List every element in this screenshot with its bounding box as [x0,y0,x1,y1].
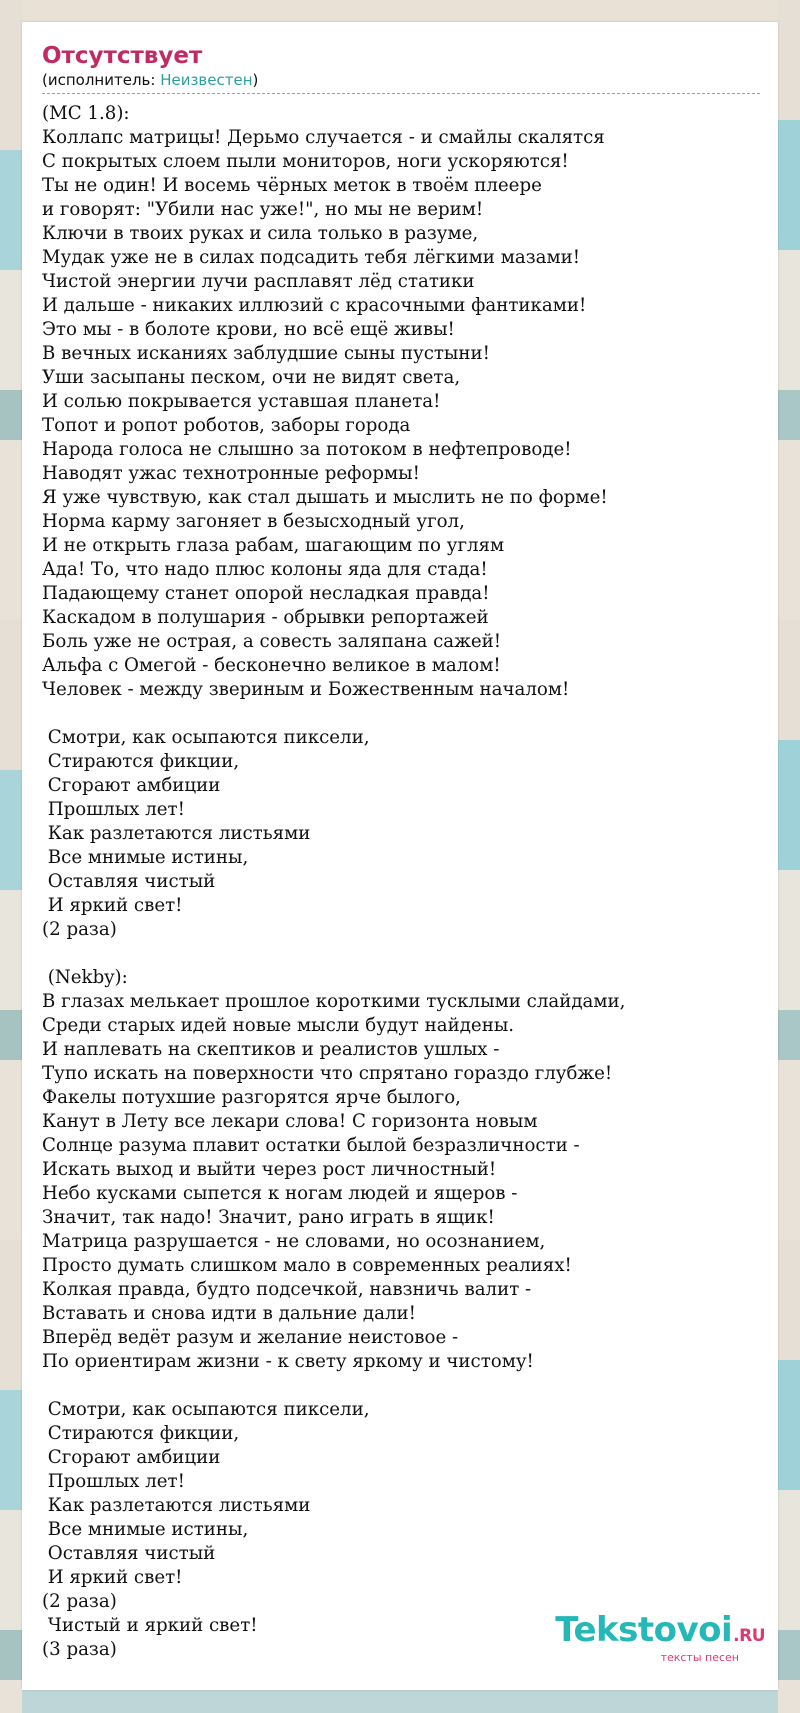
brand-tagline: тексты песен [660,1651,739,1664]
lyrics-line: Все мнимые истины, [42,1519,249,1540]
performer-line [42,70,760,90]
lyrics-line: Мудак уже не в силах подсадить тебя лёгкими мазами! [42,247,581,268]
right-background-stripe [778,0,800,1713]
lyrics-text [42,102,760,1662]
lyrics-line: И наплевать на скептиков и реалистов ушлых - [42,1039,500,1060]
lyrics-line: Факелы потухшие разгорятся ярче былого, [42,1087,461,1108]
lyrics-line: Тупо искать на поверхности что спрятано гораздо глубже! [42,1063,613,1084]
performer-suffix: ) [252,71,259,89]
lyrics-line: (2 раза) [42,1591,117,1612]
lyrics-line: По ориентирам жизни - к свету яркому и чистому! [42,1351,534,1372]
lyrics-line: И яркий свет! [42,1567,183,1588]
lyrics-line: Смотри, как осыпаются пиксели, [42,727,370,748]
lyrics-line: Колкая правда, будто подсечкой, навзничь валит - [42,1279,532,1300]
header-divider [42,93,760,94]
lyrics-line: Вставать и снова идти в дальние дали! [42,1303,416,1324]
lyrics-line: Народа голоса не слышно за потоком в нефтепроводе! [42,439,572,460]
lyrics-line: Человек - между звериным и Божественным началом! [42,679,570,700]
lyrics-line: Смотри, как осыпаются пиксели, [42,1399,370,1420]
lyrics-line: Стираются фикции, [42,751,240,772]
lyrics-line: И солью покрывается уставшая планета! [42,391,441,412]
lyrics-line: Каскадом в полушария - обрывки репортажей [42,607,489,628]
lyrics-line: (3 раза) [42,1639,117,1660]
lyrics-line: И дальше - никаких иллюзий с красочными фантиками! [42,295,587,316]
lyrics-line: Сгорают амбиции [42,1447,221,1468]
lyrics-line: Ключи в твоих руках и сила только в разуме, [42,223,479,244]
lyrics-line: Матрица разрушается - не словами, но осознанием, [42,1231,546,1252]
lyrics-line: (MC 1.8): [42,103,130,124]
lyrics-line: Ты не один! И восемь чёрных меток в твоём плеере [42,175,542,196]
lyrics-line: (2 раза) [42,919,117,940]
lyrics-line: (Nekby): [42,967,128,988]
lyrics-line: В глазах мелькает прошлое короткими тусклыми слайдами, [42,991,626,1012]
lyrics-line: Падающему станет опорой несладкая правда! [42,583,490,604]
lyrics-blank-line [42,942,760,966]
lyrics-line: Стираются фикции, [42,1423,240,1444]
lyrics-line: Норма карму загоняет в безысходный угол, [42,511,465,532]
lyrics-blank-line [42,1374,760,1398]
performer-prefix: (исполнитель: [42,71,161,89]
lyrics-line: Небо кусками сыпется к ногам людей и ящеров - [42,1183,518,1204]
lyrics-line: Искать выход и выйти через рост личностный! [42,1159,497,1180]
lyrics-line: Прошлых лет! [42,1471,185,1492]
lyrics-line: Оставляя чистый [42,871,216,892]
lyrics-line: В вечных исканиях заблудшие сыны пустыни! [42,343,490,364]
lyrics-line: Топот и ропот роботов, заборы города [42,415,411,436]
lyrics-line: Вперёд ведёт разум и желание неистовое - [42,1327,459,1348]
lyrics-line: Прошлых лет! [42,799,185,820]
brand-tld: .RU [733,1626,765,1646]
lyrics-line: Наводят ужас технотронные реформы! [42,463,420,484]
lyrics-line: Значит, так надо! Значит, рано играть в ящик! [42,1207,495,1228]
lyrics-line: Боль уже не острая, а совесть заляпана сажей! [42,631,502,652]
left-background-stripe [0,0,22,1713]
lyrics-line: Уши засыпаны песком, очи не видят света, [42,367,461,388]
lyrics-line: и говорят: "Убили нас уже!", но мы не верим! [42,199,484,220]
lyrics-lines [42,102,760,1662]
song-header [42,42,760,94]
lyrics-line: Канут в Лету все лекари слова! С горизонта новым [42,1111,538,1132]
lyrics-card [22,22,778,1690]
lyrics-line: Чистый и яркий свет! [42,1615,258,1636]
lyrics-line: Все мнимые истины, [42,847,249,868]
lyrics-line: Коллапс матрицы! Дерьмо случается - и смайлы скалятся [42,127,605,148]
lyrics-line: Это мы - в болоте крови, но всё ещё живы! [42,319,455,340]
lyrics-line: Как разлетаются листьями [42,1495,311,1516]
lyrics-line: Чистой энергии лучи расплавят лёд статики [42,271,475,292]
lyrics-line: Оставляя чистый [42,1543,216,1564]
lyrics-line: Как разлетаются листьями [42,823,311,844]
lyrics-line: С покрытых слоем пыли мониторов, ноги ускоряются! [42,151,569,172]
song-title: Отсутствует [42,43,203,69]
lyrics-line: Просто думать слишком мало в современных реалиях! [42,1255,572,1276]
site-logo[interactable] [545,1612,765,1668]
performer-link[interactable]: Неизвестен [160,71,253,89]
lyrics-blank-line [42,702,760,726]
lyrics-line: И не открыть глаза рабам, шагающим по углям [42,535,505,556]
brand-name-wrap [545,1612,765,1654]
lyrics-line: Альфа с Омегой - бесконечно великое в малом! [42,655,501,676]
lyrics-line: И яркий свет! [42,895,183,916]
lyrics-line: Среди старых идей новые мысли будут найдены. [42,1015,515,1036]
lyrics-line: Солнце разума плавит остатки былой безразличности - [42,1135,580,1156]
lyrics-line: Сгорают амбиции [42,775,221,796]
brand-name: Tekstovoi [555,1610,733,1650]
lyrics-line: Я уже чувствую, как стал дышать и мыслить не по форме! [42,487,608,508]
lyrics-line: Ада! То, что надо плюс колоны яда для стада! [42,559,488,580]
